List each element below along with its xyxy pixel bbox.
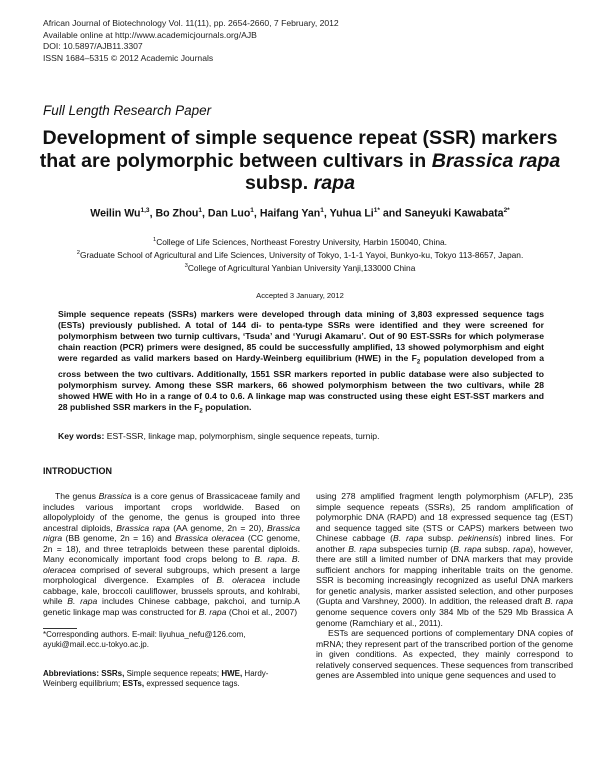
text-run: is a core genus of Brassicaceae family and includes various important crops worldwide. Based on allopolyploidy of the genome, the genus is grouped into three ancestral diploids, — [43, 491, 300, 533]
author-affiliation-mark: 1 — [320, 207, 324, 214]
text-run: includes Chinese cabbage, pakchoi, and turnip.A genetic linkage map was constructed for — [43, 596, 300, 618]
footnote-divider — [43, 628, 77, 629]
title-part2: subsp. — [245, 172, 314, 194]
text-run: B. oleracea — [216, 575, 266, 586]
intro-paragraph-1 — [43, 491, 300, 618]
abstract-part3: population. — [202, 402, 252, 413]
text-run: B. rapa — [393, 533, 424, 544]
issn: ISSN 1684–5315 © 2012 Academic Journals — [43, 52, 214, 63]
author-affiliation-mark: 1,3 — [140, 207, 150, 214]
text-run: genome sequence covers only 384 Mb of the 529 Mb Brassica A genome (Ramchiary et al., 2011). — [316, 607, 573, 628]
doi: DOI: 10.5897/AJB11.3307 — [43, 41, 143, 52]
right-column — [316, 491, 573, 681]
author-affiliation-mark: 1* — [373, 207, 380, 214]
affiliation — [40, 261, 560, 274]
author-affiliation-mark: 1 — [198, 207, 203, 214]
author-separator: , — [149, 207, 156, 220]
text-run: expressed sequence tags. — [144, 679, 240, 689]
abstract-part2: population developed from a cross between the two cultivars. Additionally, 1551 SSR markers reported in public database were also subjected to polymorphism survey. Among these SSR markers, 66 showed polymorphism between the two cultivars, while 28 showed HWE with Ho in a range of 0.4 to 0.6. A linkage map was constructed using these eight EST-SST markers and 28 published SSR markers in the F — [58, 353, 544, 413]
author-name: Bo Zhou — [155, 207, 199, 220]
author-separator: and — [379, 207, 405, 220]
author-name: Yuhua Li — [329, 207, 374, 220]
text-run: The genus — [55, 491, 99, 501]
text-run: Brassica oleracea — [175, 533, 245, 544]
paper-title — [30, 127, 570, 195]
abstract-sub2: 2 — [199, 409, 203, 416]
author-name: Dan Luo — [207, 207, 251, 220]
text-run: rapa — [513, 543, 531, 554]
text-run: ESTs, — [122, 679, 145, 689]
author-separator: , — [202, 207, 208, 220]
text-run: (BB genome, 2n = 16) and — [62, 533, 176, 544]
text-run: . — [284, 554, 292, 565]
text-run: (Choi et al., 2007) — [226, 607, 298, 618]
text-run: B. rapa — [67, 596, 98, 607]
keywords-label: Key words: — [58, 431, 105, 441]
affiliation — [40, 248, 560, 261]
abstract — [58, 309, 544, 418]
journal-url: Available online at http://www.academicjournals.org/AJB — [43, 29, 257, 40]
text-run: ), however, there are still a limited number of DNA markers that may provide sufficient anchors for mapping inheritable traits on the genome. SSR is becoming increasingly recognized as useful DNA markers for genetic analysis, marker assisted selection, and other purposes (Gupta and Varshney, 2000). In addition, the released draft — [316, 543, 573, 607]
affiliation-mark: 3 — [184, 263, 188, 270]
text-run: HWE, — [221, 669, 243, 678]
corresponding-author-footnote: *Corresponding authors. E-mail: liyuhua_nefu@126.com, ayuki@mail.ecc.u-tokyo.ac.jp. — [43, 630, 246, 650]
abstract-part1: Simple sequence repeats (SSRs) markers were developed through data mining of 3,803 expressed sequence tags (ESTs) previously published. A total of 144 di- to penta-type SSRs were identified and they were screened for polymorphism between two turnip cultivars, ‘Tsuda’ and ‘Yurugi Akamaru’. Out of 90 EST-SSRs for which polymerase chain reaction (PCR) primers were designed, 85 could be successfully amplified, 13 showed polymorphism and eight were regarded as valid markers based on Hardy-Weinberg equilibrium (HWE) in the F — [58, 309, 544, 364]
text-run: (CC genome, 2n = 18), and three tetraploids between these parental diploids. Many economically important food crops belong to — [43, 533, 300, 565]
author-separator: , — [253, 207, 260, 220]
author-affiliation-mark: 2* — [503, 207, 510, 214]
author-name: Haifang Yan — [259, 207, 321, 220]
author-name: Saneyuki Kawabata — [404, 207, 504, 220]
author-name: Weilin Wu — [90, 207, 141, 220]
intro-paragraph-2 — [316, 491, 573, 628]
text-run: Brassica rapa — [116, 522, 170, 533]
text-run: subspecies turnip ( — [376, 543, 454, 554]
text-run: B. rapa — [544, 596, 573, 607]
text-run: pekinensis — [458, 533, 499, 544]
affiliation-text: College of Agricultural Yanbian University Yanji,133000 China — [187, 262, 416, 273]
author-separator: , — [323, 207, 330, 220]
keywords-text: EST-SSR, linkage map, polymorphism, single sequence repeats, turnip. — [104, 431, 380, 441]
title-italic1: Brassica rapa — [431, 149, 561, 172]
title-italic2: rapa — [313, 172, 355, 194]
text-run: Brassica nigra — [43, 522, 300, 544]
text-run: Simple sequence repeats; — [124, 669, 222, 678]
text-run: subsp. — [481, 543, 514, 554]
author-list — [30, 207, 570, 220]
text-run: subsp. — [423, 533, 459, 544]
text-run: B. rapa — [198, 607, 227, 618]
journal-citation: African Journal of Biotechnology Vol. 11(11), pp. 2654-2660, 7 February, 2012 — [43, 18, 339, 28]
affiliations — [40, 235, 560, 274]
text-run: (AA genome, 2n = 20), — [169, 522, 268, 533]
text-run: using 278 amplified fragment length polymorphism (AFLP), 235 simple sequence repeats (SSRs), 25 random amplification of polymorphic DNA (RAPD) and 18 expressed sequence tag (EST) and sequence tagged site (STS or CAPS) markers between two Chinese cabbage ( — [316, 491, 573, 544]
text-run: B. oleracea — [43, 554, 300, 575]
text-run: Hardy-Weinberg equilibrium; — [43, 669, 269, 689]
text-run: include cabbage, kale, broccoli cauliflower, brussels sprouts, and kohlrabi, while — [43, 575, 300, 607]
text-run: B. rapa — [348, 543, 377, 554]
abbreviations-footnote — [43, 669, 300, 690]
text-run: B. rapa — [453, 543, 482, 554]
text-run: ) inbred lines. For another — [316, 533, 573, 554]
intro-paragraph-3: ESTs are sequenced portions of complementary DNA copies of mRNA; they represent part of the transcribed portion of the genome in given conditions. As expected, they mainly correspond to relatively conserved sequences. These sequences from transcribed genes are Assembled into unique gene sequences and used to — [316, 628, 573, 681]
left-column — [43, 491, 300, 618]
affiliation — [40, 235, 560, 248]
accepted-date: Accepted 3 January, 2012 — [256, 291, 344, 300]
affiliation-text: Graduate School of Agricultural and Life Sciences, University of Tokyo, 1-1-1 Yayoi, Bunkyo-ku, Tokyo 113-8657, Japan. — [79, 249, 524, 260]
text-run: B. rapa — [254, 554, 285, 565]
affiliation-mark: 1 — [152, 237, 157, 243]
journal-header — [43, 18, 339, 64]
title-part1: Development of simple sequence repeat (SSR) markers that are polymorphic between cultivars in — [39, 127, 558, 172]
affiliation-mark: 2 — [76, 250, 80, 257]
text-run: comprised of several subgroups, which present a large morphological divergence. Examples of — [43, 564, 300, 586]
paper-type: Full Length Research Paper — [43, 103, 212, 118]
text-run: Brassica — [98, 491, 132, 501]
affiliation-text: College of Life Sciences, Northeast Forestry University, Harbin 150040, China. — [156, 236, 447, 247]
author-affiliation-mark: 1 — [250, 207, 254, 214]
section-heading-introduction: INTRODUCTION — [43, 466, 112, 476]
keywords — [58, 431, 544, 441]
text-run: Abbreviations: SSRs, — [43, 669, 125, 678]
abstract-sub1: 2 — [416, 360, 421, 367]
